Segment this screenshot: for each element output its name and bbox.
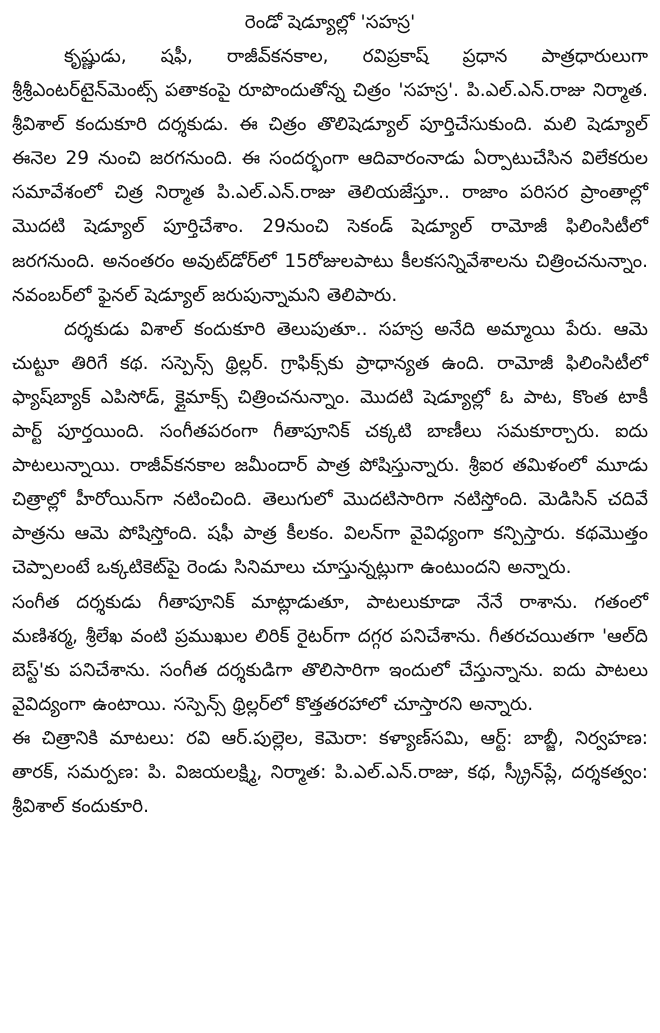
article-paragraph: దర్శకుడు విశాల్‌ కందుకూరి తెలుపుతూ.. సహస్ర అనేది అమ్మాయి పేరు. ఆమె చుట్టూ తిరిగే కథ. సస్పెన్స్‌ థ్రిల్లర్‌. గ్రాఫిక్స్‌కు ప్రాధాన్యత ఉంది. రామోజీ ఫిలింసిటీలో ఫ్యాష్‌బ్యాక్‌ ఎపిసోడ్‌, క్లైమాక్స్‌ చిత్రించనున్నాం. మొదటి షెడ్యూల్లో ఓ పాట, కొంత టాకీ పార్ట్‌ పూర్తయింది. సంగీతపరంగా గీతాపూనిక్‌ చక్కటి బాణీలు సమకూర్చారు. ఐదు పాటలున్నాయి. రాజీవ్‌కనకాల జమీందార్‌ పాత్ర పోషిస్తున్నారు. శ్రీఐర తమిళంలో మూడు చిత్రాల్లో హీరోయిన్‌గా నటించింది. తెలుగులో మొదటిసారిగా నటిస్తోంది. మెడిసిన్‌ చదివే పాత్రను ఆమె పోషిస్తోంది. షఫీ పాత్ర కీలకం. విలన్‌గా వైవిధ్యంగా కన్పిస్తారు. కథమొత్తం చెప్పాలంటే ఒక్కటికెట్‌పై రెండు సినిమాలు చూస్తున్నట్లుగా ఉంటుందని అన్నారు. xyxy=(12,318,648,579)
article-paragraph: కృష్ణుడు, షఫీ, రాజీవ్‌కనకాల, రవిప్రకాష్‌ ప్రధాన పాత్రధారులుగా శ్రీశ్రీఎంటర్‌టైన్‌మెంట్స్‌ పతాకంపై రూపొందుతోన్న చిత్రం 'సహస్ర'. పి.ఎల్‌.ఎన్‌.రాజు నిర్మాత. శ్రీవిశాల్‌ కందుకూరి దర్శకుడు. ఈ చిత్రం తొలిషెడ్యూల్‌ పూర్తిచేసుకుంది. మలి షెడ్యూల్‌ ఈనెల 29 నుంచి జరగనుంది. ఈ సందర్భంగా ఆదివారంనాడు ఏర్పాటుచేసిన విలేకరుల సమావేశంలో చిత్ర నిర్మాత పి.ఎల్‌.ఎన్‌.రాజు తెలియజేస్తూ.. రాజాం పరిసర ప్రాంతాల్లో మొదటి షెడ్యూల్‌ పూర్తిచేశాం. 29నుంచి సెకండ్‌ షెడ్యూల్‌ రామోజీ ఫిలింసిటీలో జరగనుంది. అనంతరం అవుట్‌డోర్‌లో 15రోజులపాటు కీలకసన్నివేశాలను చిత్రించనున్నాం. నవంబర్‌లో ఫైనల్‌ షెడ్యూల్‌ జరుపున్నామని తెలిపారు. xyxy=(12,46,648,306)
article-paragraph: ఈ చిత్రానికి మాటలు: రవి ఆర్‌.పుల్లెల, కెమెరా: కళ్యాణ్‌సమి, ఆర్ట్‌: బాబ్జీ, నిర్వహణ: తారక్‌, సమర్పణ: పి. విజయలక్ష్మి, నిర్మాత: పి.ఎల్‌.ఎన్‌.రాజు, కథ, స్క్రీన్‌ప్లే, దర్శకత్వం: శ్రీవిశాల్‌ కందుకూరి. xyxy=(12,727,648,818)
article-title: రెండో షెడ్యూల్లో 'సహస్ర' xyxy=(244,12,416,33)
article-paragraph: సంగీత దర్శకుడు గీతాపూనిక్‌ మాట్లాడుతూ, పాటలుకూడా నేనే రాశాను. గతంలో మణిశర్మ, శ్రీలేఖ వంటి ప్రముఖుల లిరిక్‌ రైటర్‌గా దగ్గర పనిచేశాను. గీతరచయితగా 'ఆల్‌ది బెస్ట్‌'కు పనిచేశాను. సంగీత దర్శకుడిగా తొలిసారిగా ఇందులో చేస్తున్నాను. ఐదు పాటలు వైవిద్యంగా ఉంటాయి. సస్పెన్స్‌ థ్రిల్లర్‌లో కొత్తతరహాలో చూస్తారని అన్నారు. xyxy=(12,591,648,715)
